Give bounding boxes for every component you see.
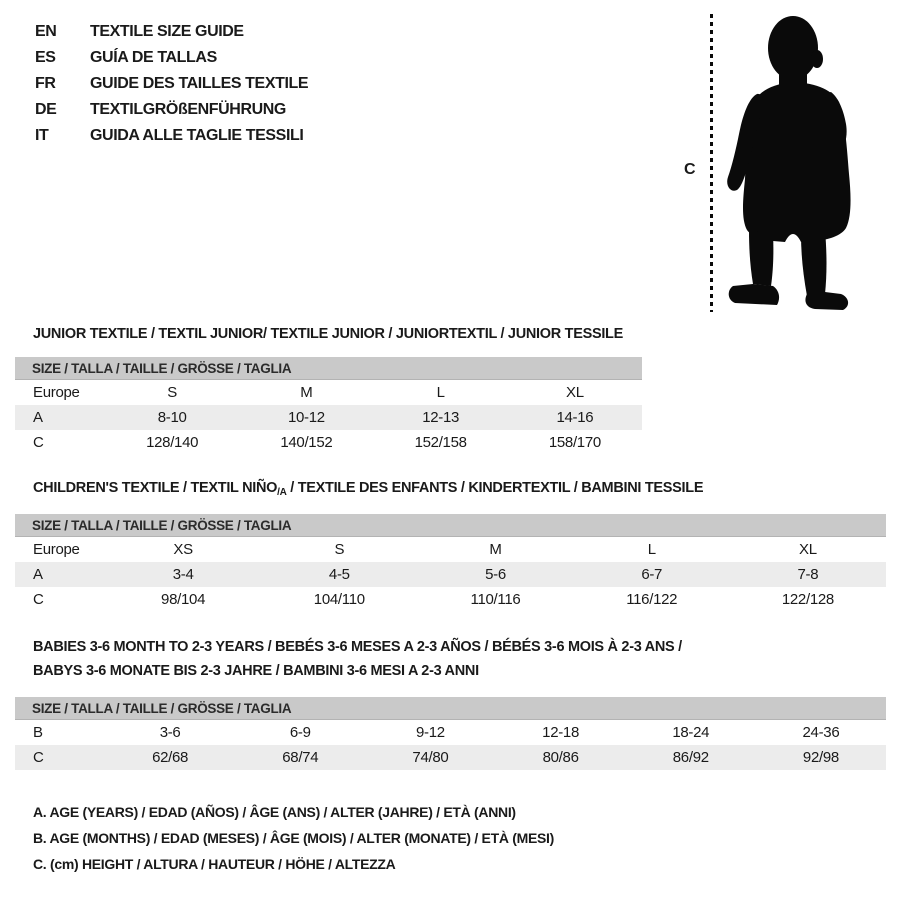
junior-section-title: JUNIOR TEXTILE / TEXTIL JUNIOR/ TEXTILE JUNIOR / JUNIORTEXTIL / JUNIOR TESSILE — [33, 326, 623, 342]
table-cell: 140/152 — [280, 434, 333, 451]
table-row-age — [15, 562, 886, 587]
row-label: A — [33, 566, 43, 583]
table-cell: 5-6 — [485, 566, 506, 583]
language-row-fr — [35, 71, 308, 97]
title-text: CHILDREN'S TEXTILE / TEXTIL NIÑO — [33, 480, 278, 496]
title-text: / TEXTILE DES ENFANTS / KINDERTEXTIL / BAMBINI TESSILE — [286, 480, 704, 496]
table-cell: M — [300, 384, 313, 401]
table-cell: 14-16 — [556, 409, 594, 426]
table-cell: 104/110 — [313, 591, 365, 608]
language-row-es — [35, 45, 308, 71]
table-cell: 12-18 — [542, 724, 580, 741]
table-cell: 110/116 — [470, 591, 521, 608]
table-cell: 24-36 — [802, 724, 840, 741]
language-row-en — [35, 19, 308, 45]
toddler-silhouette-shapes — [727, 16, 850, 310]
row-label: Europe — [33, 541, 80, 558]
table-cell: XL — [799, 541, 817, 558]
table-cell: XS — [173, 541, 193, 558]
row-label: C — [33, 749, 44, 766]
children-section-title — [33, 480, 703, 496]
size-header-label: SIZE / TALLA / TAILLE / GRÖSSE / TAGLIA — [32, 700, 292, 716]
row-label: A — [33, 409, 43, 426]
table-row-age-months — [15, 720, 886, 745]
table-cell: 116/122 — [626, 591, 678, 608]
language-label: GUIDA ALLE TAGLIE TESSILI — [90, 127, 304, 144]
row-label: C — [33, 591, 44, 608]
language-code: DE — [35, 101, 57, 118]
table-cell: 3-4 — [172, 566, 194, 583]
children-size-table — [15, 514, 886, 612]
table-cell: M — [489, 541, 502, 558]
height-measure-dotted-line — [710, 14, 713, 312]
junior-size-table — [15, 357, 642, 455]
table-cell: 62/68 — [152, 749, 189, 766]
row-label: C — [33, 434, 44, 451]
size-header-bar — [15, 357, 642, 380]
table-cell: 12-13 — [422, 409, 460, 426]
language-list — [35, 19, 308, 149]
toddler-silhouette — [723, 14, 855, 312]
table-cell: 6-7 — [641, 566, 663, 583]
table-cell: 74/80 — [412, 749, 449, 766]
row-label: B — [33, 724, 43, 741]
table-cell: 10-12 — [287, 409, 325, 426]
table-cell: 80/86 — [542, 749, 579, 766]
row-label: Europe — [33, 384, 80, 401]
title-subscript: /A — [277, 487, 287, 498]
footnote-height: C. (cm) HEIGHT / ALTURA / HAUTEUR / HÖHE / ALTEZZA — [33, 856, 396, 872]
table-cell: S — [334, 541, 345, 558]
table-cell: 92/98 — [802, 749, 839, 766]
table-cell: 9-12 — [416, 724, 445, 741]
table-cell: L — [647, 541, 656, 558]
footnote-age-months: B. AGE (MONTHS) / EDAD (MESES) / ÂGE (MOIS) / ALTER (MONATE) / ETÀ (MESI) — [33, 830, 554, 846]
table-cell: 4-5 — [328, 566, 350, 583]
table-cell: 86/92 — [672, 749, 709, 766]
table-row-height — [15, 587, 886, 612]
footnote-age-years: A. AGE (YEARS) / EDAD (AÑOS) / ÂGE (ANS) / ALTER (JAHRE) / ETÀ (ANNI) — [33, 804, 516, 820]
language-row-de — [35, 97, 308, 123]
language-code: EN — [35, 23, 57, 40]
table-cell: 158/170 — [548, 434, 601, 451]
table-cell: 98/104 — [161, 591, 206, 608]
table-cell: 3-6 — [159, 724, 181, 741]
table-cell: 122/128 — [781, 591, 834, 608]
table-cell: 128/140 — [146, 434, 199, 451]
size-header-label: SIZE / TALLA / TAILLE / GRÖSSE / TAGLIA — [32, 517, 292, 533]
language-row-it — [35, 123, 308, 149]
language-label: TEXTILGRÖßENFÜHRUNG — [90, 101, 286, 118]
table-row-height — [15, 430, 642, 455]
table-row-europe — [15, 380, 642, 405]
table-cell: 8-10 — [157, 409, 187, 426]
language-label: GUIDE DES TAILLES TEXTILE — [90, 75, 309, 92]
table-row-height — [15, 745, 886, 770]
language-code: FR — [35, 75, 56, 92]
table-cell: 68/74 — [282, 749, 319, 766]
height-measure-label: C — [684, 161, 696, 178]
table-row-europe — [15, 537, 886, 562]
table-cell: XL — [566, 384, 584, 401]
babies-size-table — [15, 697, 886, 770]
size-header-bar — [15, 697, 886, 720]
size-header-bar — [15, 514, 886, 537]
table-row-age — [15, 405, 642, 430]
table-cell: S — [167, 384, 177, 401]
table-cell: 152/158 — [414, 434, 467, 451]
language-label: GUÍA DE TALLAS — [90, 49, 217, 66]
language-code: ES — [35, 49, 56, 66]
babies-section-title-line1: BABIES 3-6 MONTH TO 2-3 YEARS / BEBÉS 3-6 MESES A 2-3 AÑOS / BÉBÉS 3-6 MOIS À 2-3 ANS / — [33, 639, 682, 655]
table-cell: 6-9 — [289, 724, 311, 741]
language-label: TEXTILE SIZE GUIDE — [90, 23, 244, 40]
language-code: IT — [35, 127, 49, 144]
babies-section-title-line2: BABYS 3-6 MONATE BIS 2-3 JAHRE / BAMBINI 3-6 MESI A 2-3 ANNI — [33, 663, 479, 679]
size-header-label: SIZE / TALLA / TAILLE / GRÖSSE / TAGLIA — [32, 360, 292, 376]
table-cell: 18-24 — [672, 724, 710, 741]
table-cell: L — [436, 384, 445, 401]
table-cell: 7-8 — [797, 566, 819, 583]
